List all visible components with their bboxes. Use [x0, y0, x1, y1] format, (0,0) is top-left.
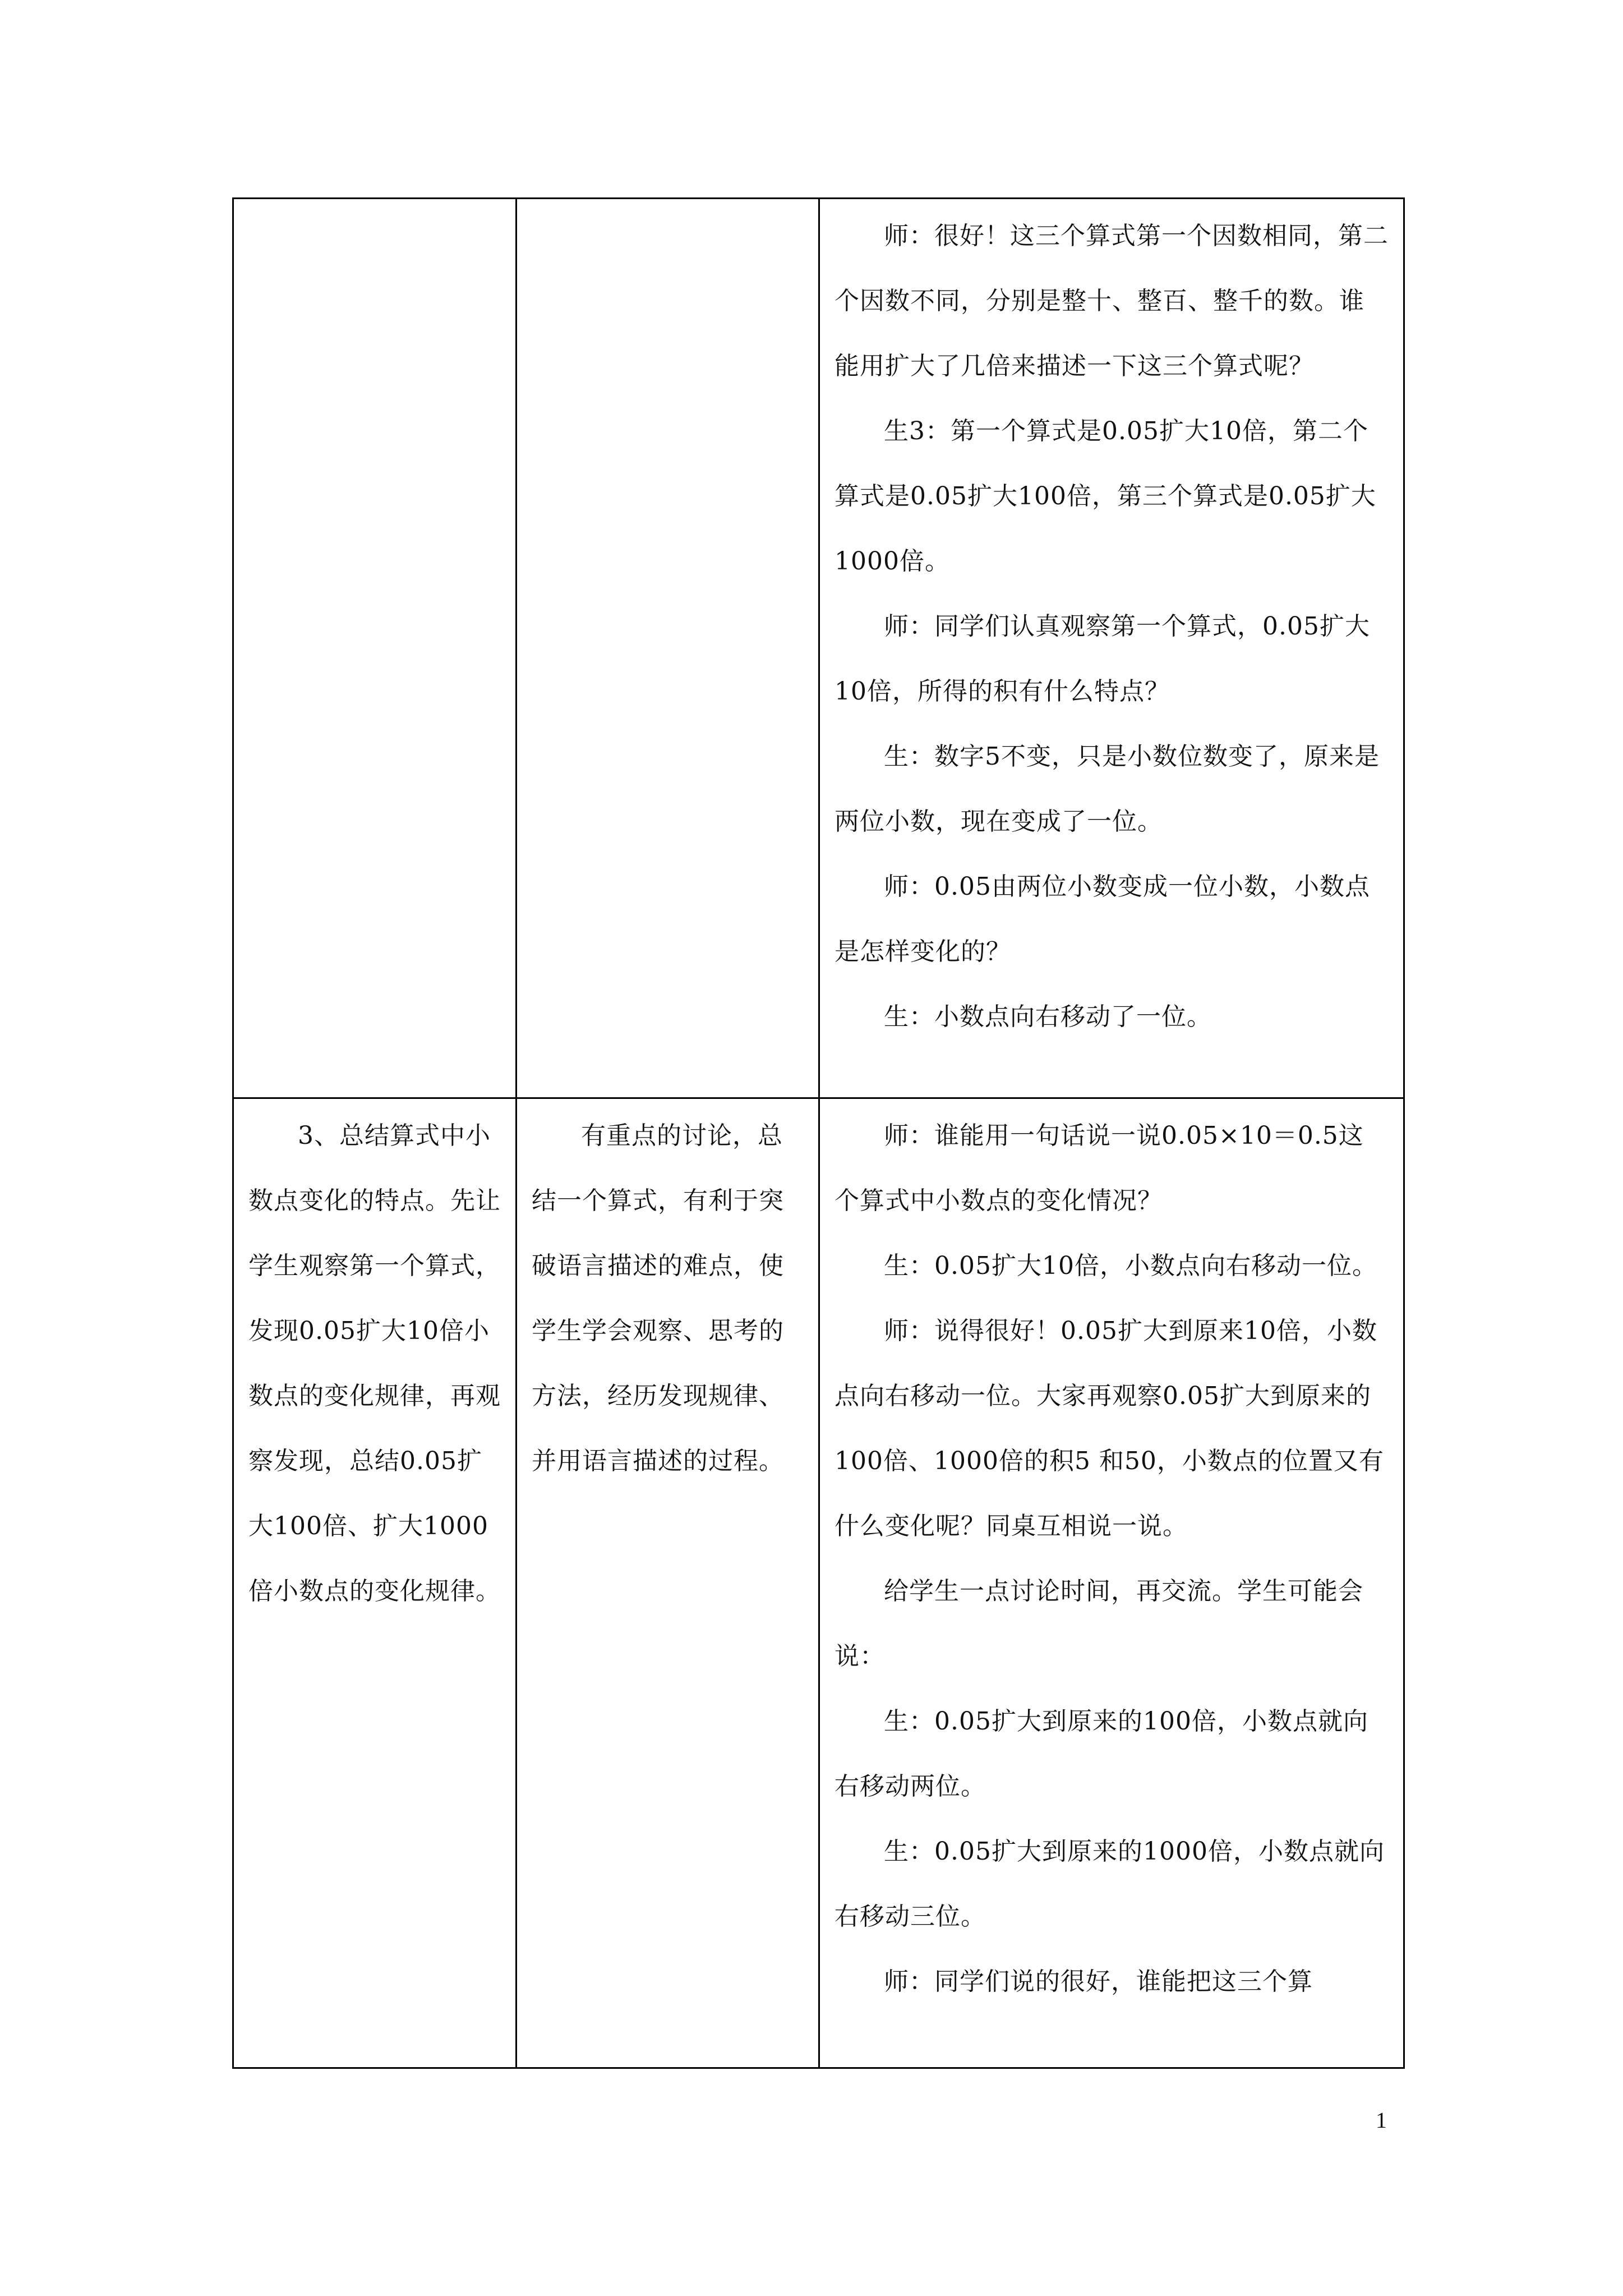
row2-col3-cell: [819, 1098, 1404, 2068]
step-description: 3、总结算式中小数点变化的特点。先让学生观察第一个算式，发现0.05扩大10倍小数点的变化规律，再观察发现，总结0.05扩大100倍、扩大1000倍小数点的变化规律。: [248, 1121, 501, 1605]
page-number: 1: [1376, 2108, 1387, 2133]
dialogue-paragraph: 师：说得很好！0.05扩大到原来10倍，小数点向右移动一位。大家再观察0.05扩大到原来的100倍、1000倍的积5 和50，小数点的位置又有什么变化呢？同桌互相说一说。: [834, 1317, 1384, 1540]
row1-col3-cell: [819, 199, 1404, 1098]
table-row: [233, 199, 1404, 1098]
dialogue-paragraph: 给学生一点讨论时间，再交流。学生可能会说：: [834, 1577, 1363, 1671]
design-intent: 有重点的讨论，总结一个算式，有利于突破语言描述的难点，使学生学会观察、思考的方法，经历发现规律、并用语言描述的过程。: [532, 1121, 784, 1475]
dialogue-paragraph: 生：0.05扩大到原来的1000倍，小数点就向右移动三位。: [834, 1837, 1385, 1931]
row1-col1-cell: [233, 199, 517, 1098]
table-row: [233, 1098, 1404, 2068]
row1-col2-cell: [517, 199, 819, 1098]
dialogue-paragraph: 生：小数点向右移动了一位。: [884, 1002, 1212, 1031]
row2-col1-cell: [233, 1098, 517, 2068]
dialogue-paragraph: 生3：第一个算式是0.05扩大10倍，第二个算式是0.05扩大100倍，第三个算式是0.05扩大1000倍。: [834, 417, 1376, 576]
dialogue-paragraph: 生：0.05扩大到原来的100倍，小数点就向右移动两位。: [834, 1707, 1368, 1801]
dialogue-paragraph: 生：数字5不变，只是小数位数变了，原来是两位小数，现在变成了一位。: [834, 742, 1380, 836]
dialogue-paragraph: 师：同学们说的很好，谁能把这三个算: [884, 1967, 1313, 1996]
dialogue-paragraph: 师：很好！这三个算式第一个因数相同，第二个因数不同，分别是整十、整百、整千的数。谁能用扩大了几倍来描述一下这三个算式呢？: [834, 222, 1389, 380]
dialogue-paragraph: 师：0.05由两位小数变成一位小数，小数点是怎样变化的？: [834, 872, 1370, 966]
dialogue-paragraph: 生：0.05扩大10倍，小数点向右移动一位。: [884, 1251, 1377, 1280]
dialogue-paragraph: 师：同学们认真观察第一个算式，0.05扩大10倍，所得的积有什么特点？: [834, 612, 1370, 706]
dialogue-paragraph: 师：谁能用一句话说一说0.05×10＝0.5这个算式中小数点的变化情况？: [834, 1121, 1364, 1215]
row2-col2-cell: [517, 1098, 819, 2068]
lesson-plan-table: [232, 197, 1405, 2069]
